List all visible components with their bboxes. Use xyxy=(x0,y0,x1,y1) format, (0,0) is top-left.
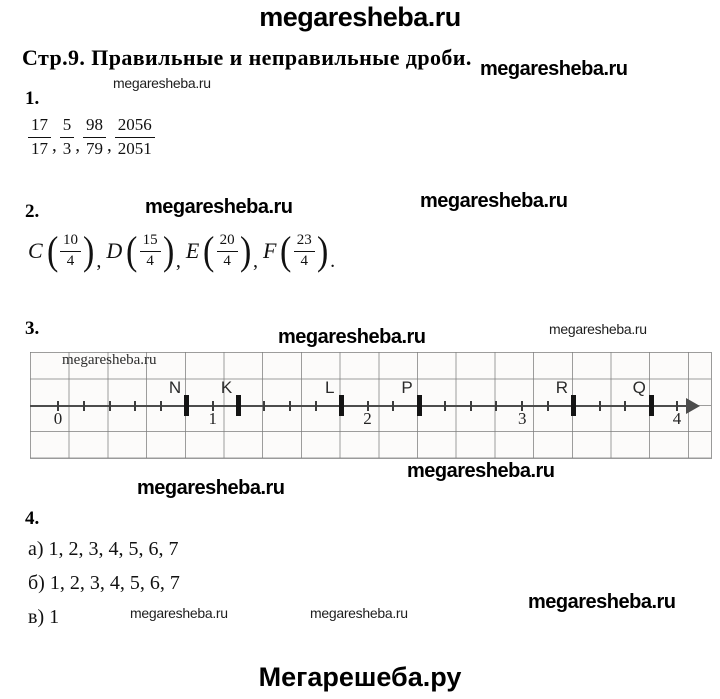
axis-tick xyxy=(599,401,601,411)
watermark-bold-p2-right: megaresheba.ru xyxy=(420,190,568,212)
answer-line xyxy=(28,572,180,606)
fraction-numerator: 5 xyxy=(60,115,75,137)
comma: , xyxy=(107,135,112,156)
point-mark xyxy=(417,395,422,416)
fraction-denominator: 4 xyxy=(223,252,231,269)
axis-tick xyxy=(392,401,394,411)
left-paren: ( xyxy=(203,228,215,273)
answer-value: 1 xyxy=(49,606,60,628)
right-paren: ) xyxy=(316,228,329,273)
watermark-bold-p2-left: megaresheba.ru xyxy=(145,196,293,218)
comma: , xyxy=(253,249,258,272)
comma: , xyxy=(75,135,80,156)
unit-label: 3 xyxy=(518,409,527,428)
watermark-light-1: megaresheba.ru xyxy=(113,75,211,91)
fraction-denominator: 4 xyxy=(66,252,75,269)
comma: , xyxy=(96,249,102,272)
answer-label: в) xyxy=(28,606,50,628)
watermark-light-p4-2: megaresheba.ru xyxy=(310,605,408,621)
point-mark xyxy=(649,395,654,416)
answer-line xyxy=(28,606,180,640)
fraction xyxy=(60,232,81,270)
axis-tick xyxy=(134,401,136,411)
right-paren: ) xyxy=(162,228,174,273)
point-label: P xyxy=(401,378,413,397)
axis-tick xyxy=(624,401,626,411)
answer-label: б) xyxy=(28,572,50,594)
point-name: D xyxy=(106,238,123,263)
point-label: N xyxy=(168,378,182,397)
fraction-numerator: 23 xyxy=(294,232,315,252)
answer-label: а) xyxy=(28,538,49,560)
fraction-denominator: 4 xyxy=(146,252,154,269)
watermark-bold-below-grid-right: megaresheba.ru xyxy=(407,460,555,482)
fraction-denominator: 79 xyxy=(86,138,103,158)
axis-tick xyxy=(547,401,549,411)
unit-label: 2 xyxy=(363,409,372,428)
comma: , xyxy=(175,249,181,272)
watermark-bold-p4-right: megaresheba.ru xyxy=(528,591,676,613)
axis-tick xyxy=(289,401,291,411)
axis-line xyxy=(30,405,692,407)
fraction-denominator: 17 xyxy=(31,138,48,158)
axis-tick xyxy=(263,401,265,411)
point-label: L xyxy=(324,378,335,397)
fraction-denominator: 2051 xyxy=(117,138,152,158)
fraction-numerator: 10 xyxy=(60,232,81,252)
point-label: Q xyxy=(632,378,646,397)
axis-tick xyxy=(109,401,111,411)
axis-tick xyxy=(315,401,317,411)
unit-label: 0 xyxy=(53,409,63,428)
right-paren: ) xyxy=(83,228,95,273)
answer-value: 1, 2, 3, 4, 5, 6, 7 xyxy=(48,538,179,560)
point-name: F xyxy=(263,238,277,263)
watermark-light-p3-right: megaresheba.ru xyxy=(549,321,647,337)
watermark-in-grid: megaresheba.ru xyxy=(62,352,157,368)
fraction xyxy=(28,115,51,158)
problem-3-number: 3. xyxy=(25,318,40,339)
problem-2-number: 2. xyxy=(25,201,40,222)
axis-tick xyxy=(495,401,497,411)
fraction-numerator: 98 xyxy=(83,115,106,137)
point-mark xyxy=(571,395,576,416)
fraction-numerator: 2056 xyxy=(115,115,155,137)
axis-tick xyxy=(444,401,446,411)
unit-label: 4 xyxy=(672,409,682,428)
problem-1-number: 1. xyxy=(25,88,40,109)
point-label: R xyxy=(555,378,568,397)
point-name: C xyxy=(28,238,43,263)
page-title: Стр.9. Правильные и неправильные дроби. xyxy=(22,45,472,70)
unit-label: 1 xyxy=(208,409,217,428)
axis-tick xyxy=(470,401,472,411)
fraction-numerator: 17 xyxy=(28,115,51,137)
point-mark xyxy=(184,395,189,416)
fraction-denominator: 3 xyxy=(62,138,72,158)
fraction xyxy=(140,232,161,270)
fraction xyxy=(60,115,75,158)
footer-site-title: Мегарешеба.ру xyxy=(258,662,462,692)
watermark-bold-below-grid-left: megaresheba.ru xyxy=(137,477,285,499)
watermark-bold-p3-center: megaresheba.ru xyxy=(278,326,426,348)
fraction-numerator: 20 xyxy=(217,232,238,252)
point-name: E xyxy=(185,238,200,263)
fraction xyxy=(294,232,315,270)
fraction-list xyxy=(28,113,155,161)
point-mark xyxy=(236,395,241,416)
site-title: megaresheba.ru xyxy=(259,2,461,32)
fraction xyxy=(115,115,155,158)
point-mark xyxy=(339,395,344,416)
left-paren: ( xyxy=(280,228,292,273)
period: . xyxy=(330,249,336,272)
axis-tick xyxy=(160,401,162,411)
comma: , xyxy=(52,135,57,156)
watermark-heading-right: megaresheba.ru xyxy=(480,58,628,80)
answers-list xyxy=(28,538,180,640)
axis-tick xyxy=(83,401,85,411)
points-equation xyxy=(28,227,335,275)
watermark-light-p4-1: megaresheba.ru xyxy=(130,605,228,621)
left-paren: ( xyxy=(126,228,138,273)
point-label: K xyxy=(220,378,233,397)
right-paren: ) xyxy=(239,228,252,273)
fraction-denominator: 4 xyxy=(300,252,309,269)
fraction-numerator: 15 xyxy=(140,232,161,252)
fraction xyxy=(217,232,238,270)
number-line-figure xyxy=(30,352,712,459)
axis-arrow-icon xyxy=(686,398,700,414)
problem-4-number: 4. xyxy=(25,508,40,529)
left-paren: ( xyxy=(46,228,59,273)
answer-line xyxy=(28,538,180,572)
answer-value: 1, 2, 3, 4, 5, 6, 7 xyxy=(49,572,180,594)
fraction xyxy=(83,115,106,158)
